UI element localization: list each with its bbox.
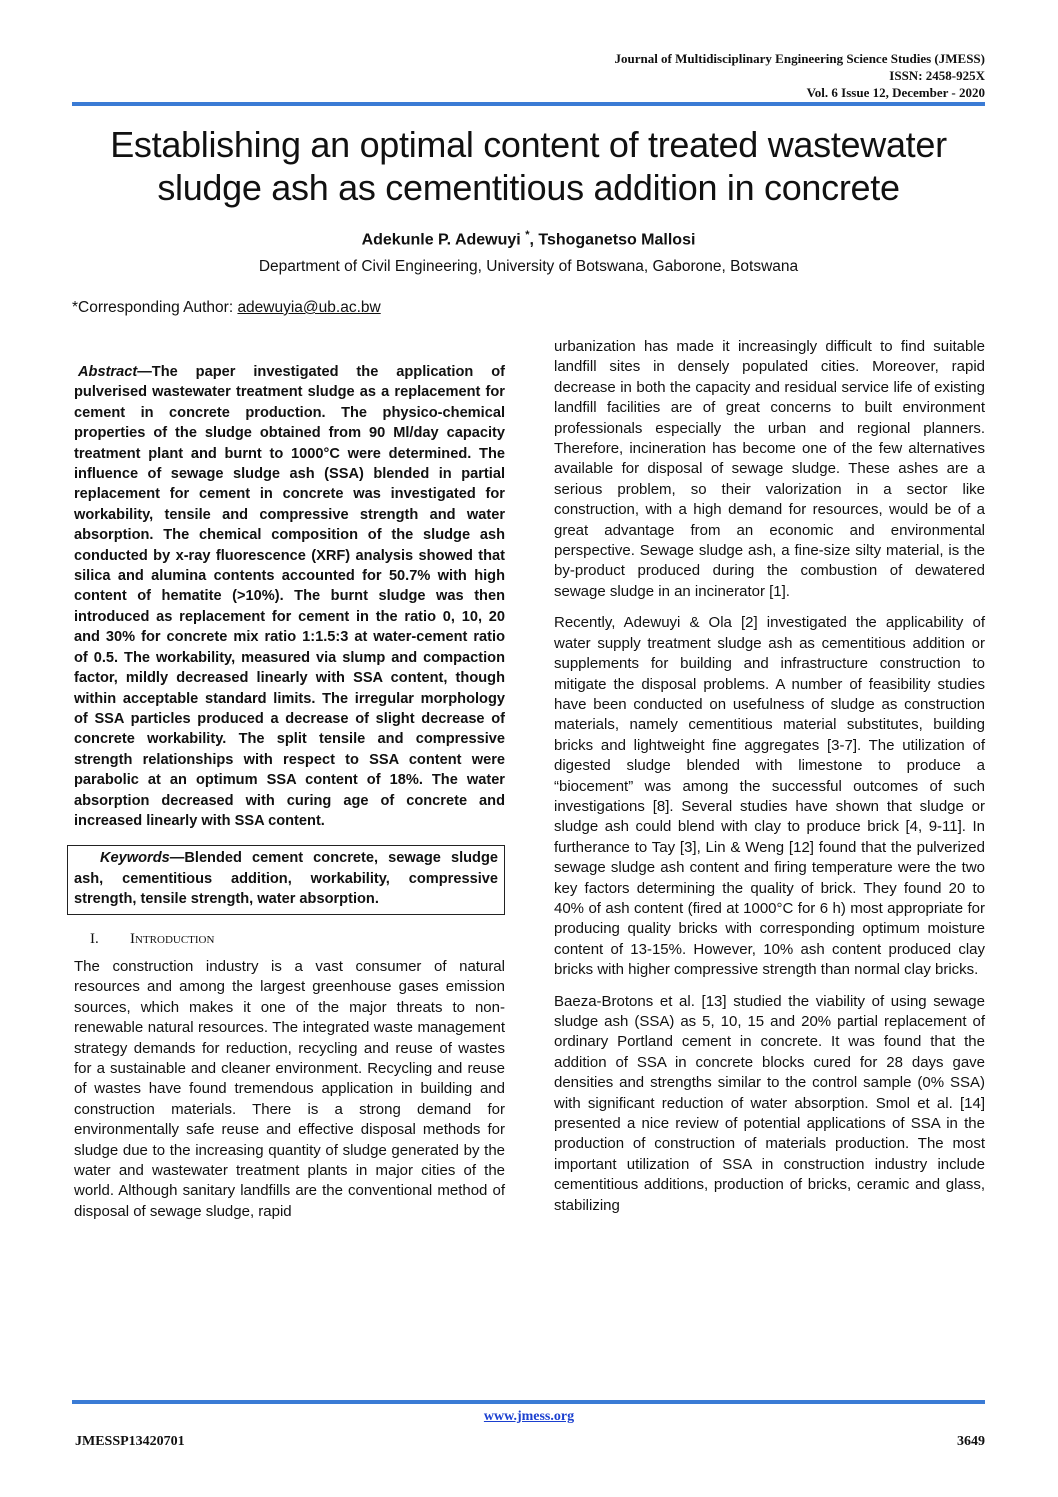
paper-id: JMESSP13420701 (75, 1434, 185, 1449)
author-name: , Tshoganetso Mallosi (529, 231, 696, 249)
abstract (74, 362, 505, 831)
paper-title: Establishing an optimal content of treated wastewater sludge ash as cementitious addition in concrete (110, 124, 947, 208)
affiliation: Department of Civil Engineering, University of Botswana, Gaborone, Botswana (258, 258, 799, 275)
left-column (74, 340, 505, 1232)
keywords-box (67, 845, 505, 914)
corresponding-email-link[interactable]: adewuyia@ub.ac.bw (237, 299, 381, 316)
corresponding-label: *Corresponding Author: (72, 299, 238, 316)
journal-header (614, 50, 985, 101)
website-link[interactable]: www.jmess.org (483, 1409, 575, 1424)
body-paragraph: urbanization has made it increasingly difficult to find suitable landfill sites in densely populated cities. Moreover, rapid decrease in both the capacity and residual service life of existing landfill facilities are of great concerns to built environment professionals especially the urban and regional planners. Therefore, incineration has become one of the few alternatives available for disposal of sewage sludge. These ashes are a serious problem, so their valorization in a sector like construction, with a high demand for resources, would be of a great advantage from an economic and environmental perspective. Sewage sludge ash, a fine-size silty material, is the by-product produced during the combustion of dewatered sewage sludge in an incinerator [1]. (554, 338, 985, 600)
body-paragraph: The construction industry is a vast consumer of natural resources and among the largest greenhouse gases emission sources, which makes it one of the major threats to non-renewable natural resources. The integrated waste management strategy demands for reduction, recycling and reuse of wastes for a sustainable and cleaner environment. Recycling and reuse of wastes have found tremendous application in building and construction materials. There is a strong demand for environmentally safe reuse and effective disposal methods for sludge due to the increasing quantity of sludge generated by the water and wastewater treatment plants in major cities of the world. Although sanitary landfills are the conventional method of disposal of sewage sludge, rapid (74, 957, 505, 1220)
body-paragraph: Recently, Adewuyi & Ola [2] investigated the applicability of water supply treatment sludge ash as cementitious addition or supplements for building and infrastructure construction to mitigate the disposal problems. A number of feasibility studies have been conducted on usefulness of sludge as construction materials, namely cementitious material substitutes, building bricks and lightweight fine aggregates [3-7]. The utilization of digested sludge blended with limestone to produce a “biocement” was among the successful outcomes of such investigations [8]. Several studies have shown that sludge or sludge ash could blend with clay to produce brick [4, 9-11]. In furtherance to Tay [3], Lin & Weng [12] found that the pulverized sewage sludge ash content and firing temperature were the two key factors determining the quality of brick. They found 20 to 40% of ash content (fired at 1000°C for 6 h) most appropriate for producing quality bricks with corresponding optimum moisture content of 13-15%. However, 10% ash content produced clay bricks with higher compressive strength than normal clay bricks. (554, 614, 985, 979)
footer-website (0, 1409, 1058, 1425)
header-rule (72, 102, 985, 106)
footer-rule (72, 1400, 985, 1404)
section-heading (74, 929, 505, 949)
keywords-text: —Blended cement concrete, sewage sludge ash, cementitious addition, workability, compressive strength, tensile strength, water absorption. (74, 850, 498, 908)
section-number: I. (90, 930, 99, 947)
author-line (72, 225, 985, 250)
journal-name: Journal of Multidisciplinary Engineering Science Studies (JMESS) (614, 51, 985, 66)
body-paragraph: Baeza-Brotons et al. [13] studied the viability of using sewage sludge ash (SSA) as 5, 10, 15 and 20% partial replacement of ordinary Portland cement in concrete. It was found that the addition of SSA in concrete blocks cured for 28 days gave densities and strengths similar to the control sample (0% SSA) with significant reduction of water absorption. Smol et al. [14] presented a nice review of potential applications of SSA in the production of construction of materials production. The most important utilization of SSA in construction industry include cementitious additions, production of bricks, ceramic and glass, stabilizing (554, 992, 985, 1214)
journal-volume: Vol. 6 Issue 12, December - 2020 (806, 85, 985, 100)
corresponding-author (72, 298, 381, 318)
corresponding-mark: * (525, 229, 530, 241)
keywords-lead: Keywords (100, 850, 170, 867)
journal-issn: ISSN: 2458-925X (889, 68, 985, 83)
author-name: Adekunle P. Adewuyi (361, 231, 521, 249)
abstract-lead: Abstract (78, 364, 138, 380)
right-column (554, 337, 985, 1227)
page-number: 3649 (957, 1434, 985, 1449)
abstract-text: —The paper investigated the application of pulverised wastewater treatment sludge as a replacement for cement in concrete production. The physico-chemical properties of the sludge obtained from 90 Ml/day capacity treatment plant and burnt to 1000°C were determined. The influence of sewage sludge ash (SSA) blended in partial replacement for cement in concrete was investigated for workability, tensile and compressive strength and water absorption. The chemical composition of the sludge ash conducted by x-ray fluorescence (XRF) analysis showed that silica and alumina contents accounted for 50.7% with high content of hematite (>10%). The burnt sludge was then introduced as replacement for cement in the ratio 0, 10, 20 and 30% for concrete mix ratio 1:1.5:3 at water-cement ratio of 0.5. The workability, measured via slump and compaction factor, mildly decreased linearly with SSA content, though within acceptable standard limits. The irregular morphology of SSA particles produced a decrease of slight decrease of concrete workability. The split tensile and compressive strength relationships with respect to SSA content were parabolic at an optimum SSA content of 18%. The water absorption decreased with curing age of concrete and increased linearly with SSA content. (74, 364, 505, 829)
section-title: Introduction (130, 930, 215, 947)
